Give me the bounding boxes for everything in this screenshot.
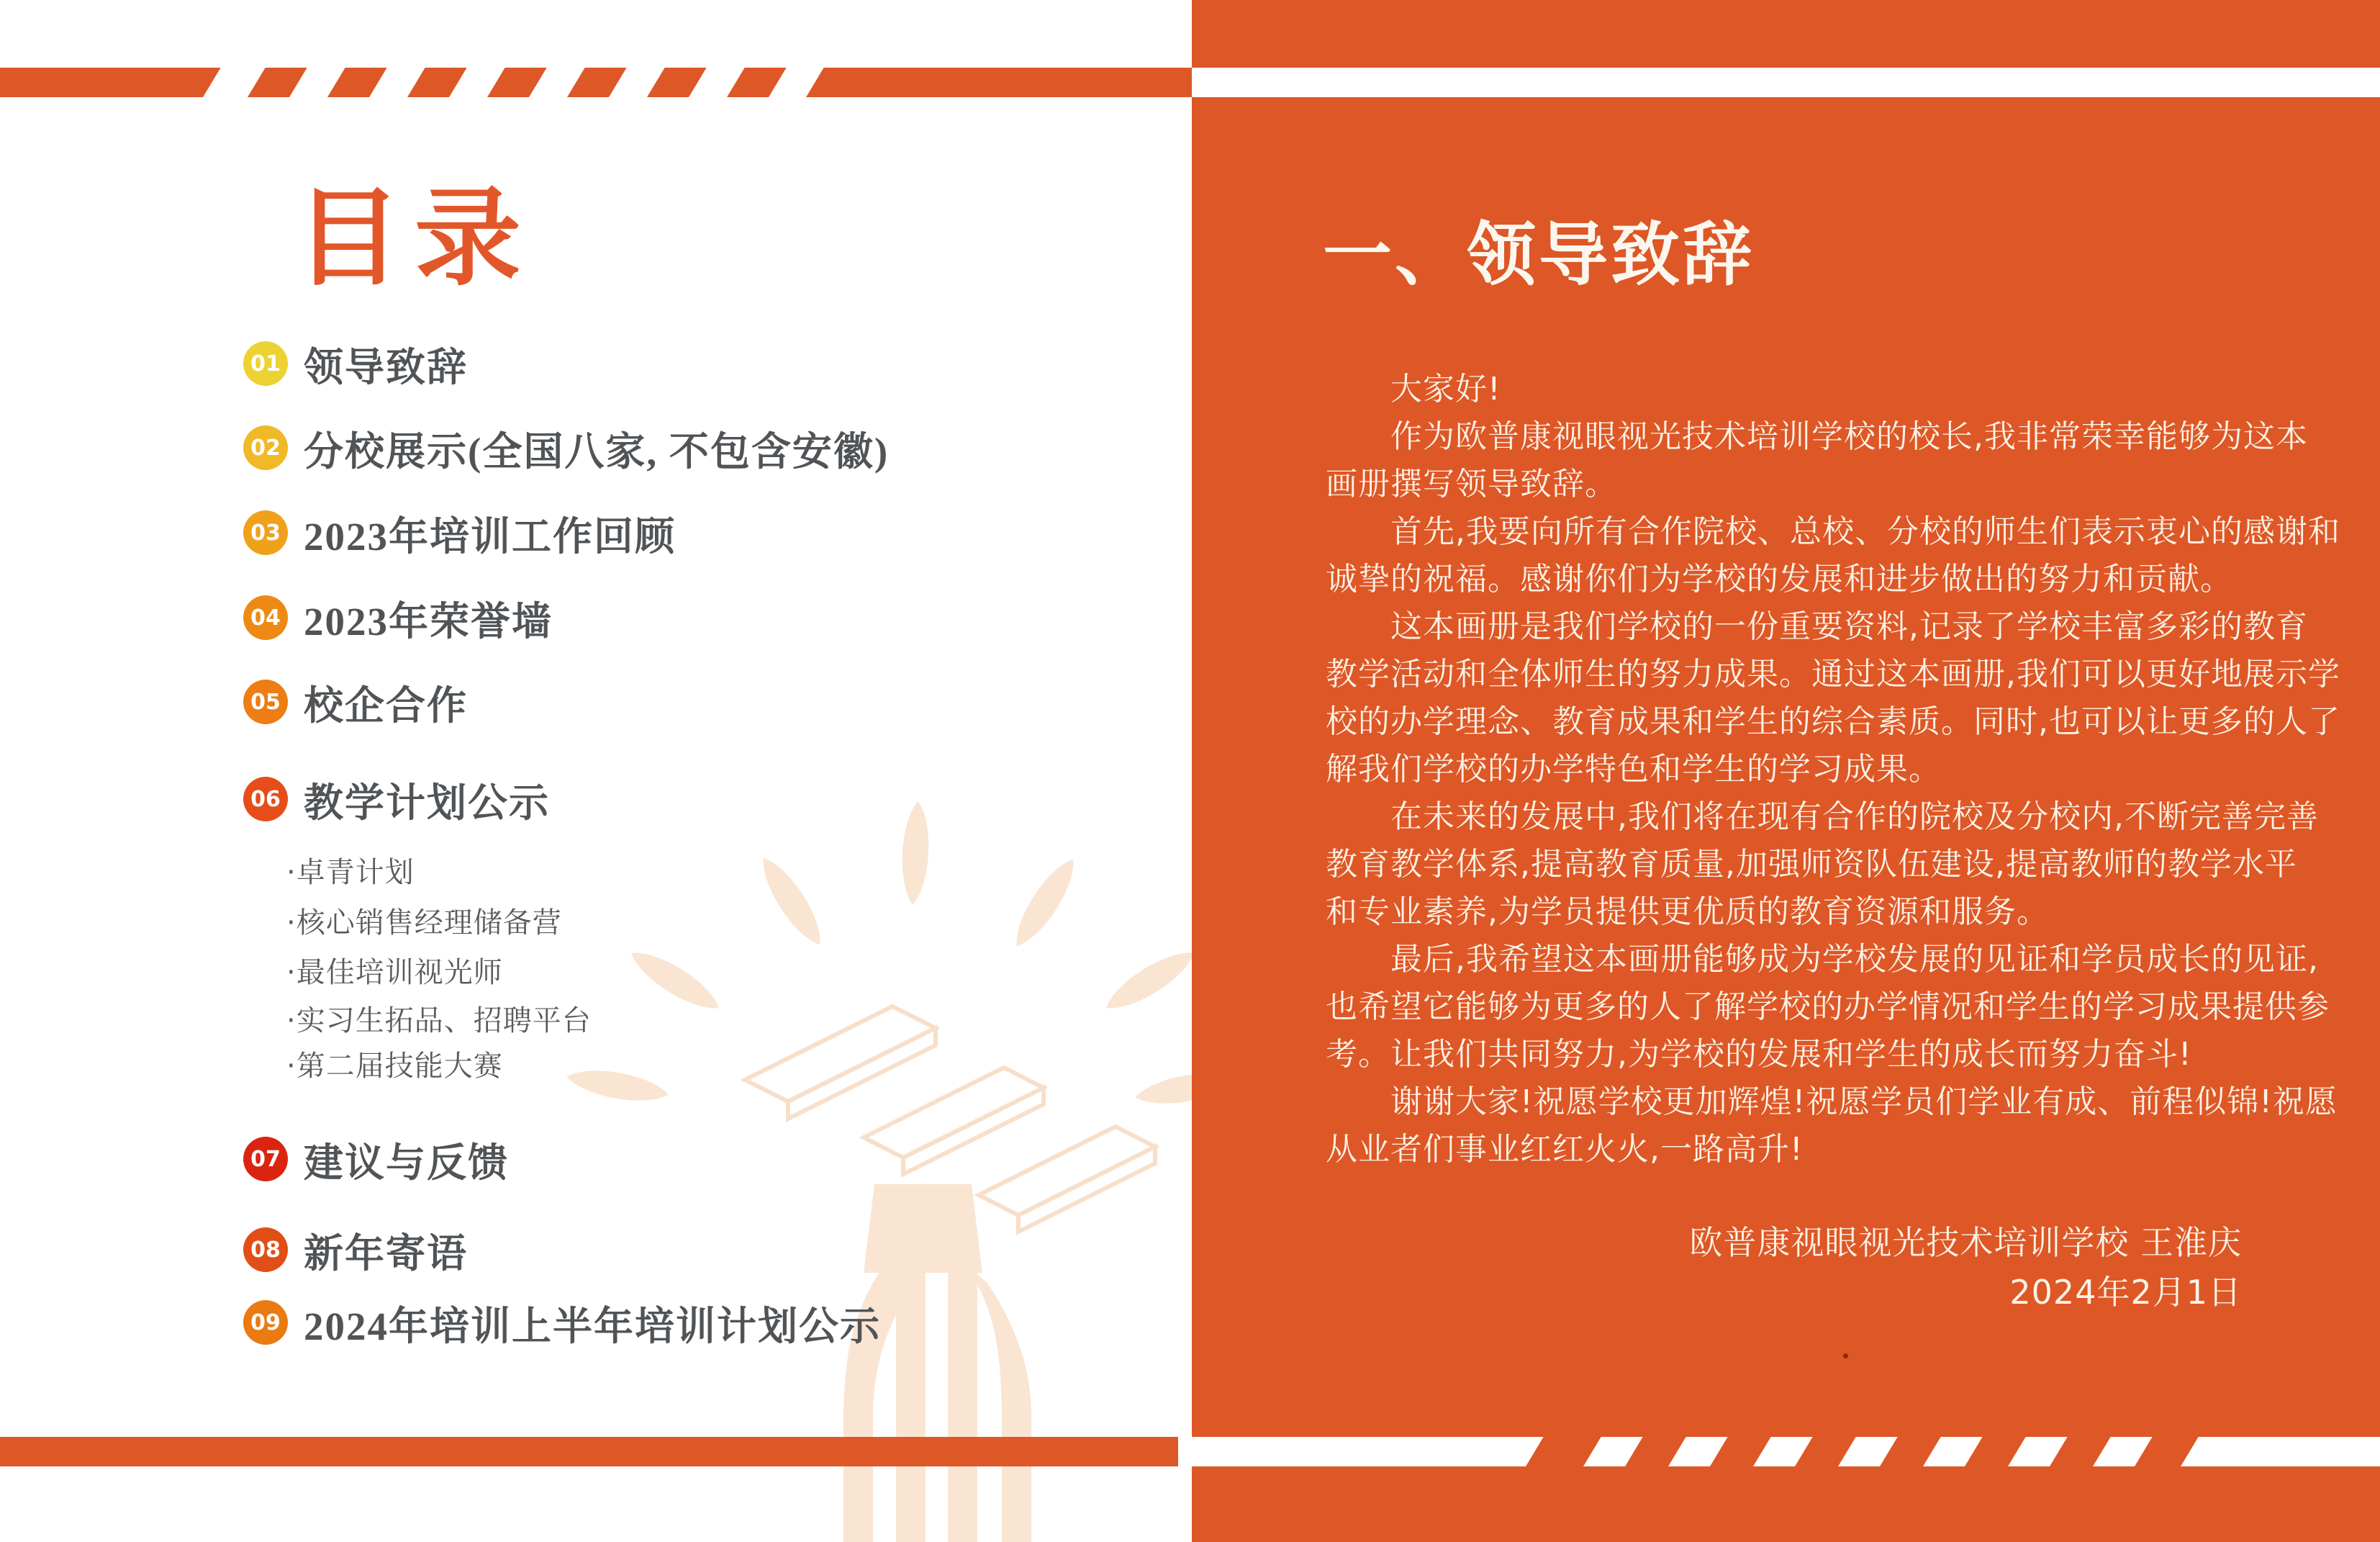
speech-section-title: 一、领导致辞 [1323, 217, 1755, 294]
toc-item-number-badge: 03 [243, 510, 288, 555]
toc-item-label: 2024年培训上半年培训计划公示 [304, 1304, 882, 1348]
speech-body [1326, 366, 2340, 1173]
speech-line: 考。让我们共同努力,为学校的发展和学生的成长而努力奋斗! [1326, 1036, 2192, 1073]
toc-item-label: 领导致辞 [304, 345, 469, 389]
speech-line: 也希望它能够为更多的人了解学校的办学情况和学生的学习成果提供参 [1326, 988, 2330, 1025]
speech-line: 最后,我希望这本画册能够成为学校发展的见证和学员成长的见证, [1390, 941, 2319, 978]
speech-line: 解我们学校的办学特色和学生的学习成果。 [1326, 751, 1941, 788]
speech-line: 谢谢大家!祝愿学校更加辉煌!祝愿学员们学业有成、前程似锦!祝愿 [1390, 1083, 2338, 1120]
toc-item-label: 教学计划公示 [304, 780, 551, 825]
speech-line: 这本画册是我们学校的一份重要资料,记录了学校丰富多彩的教育 [1390, 608, 2308, 645]
toc-sub-item: ·卓青计划 [286, 855, 415, 889]
toc-item [243, 1300, 882, 1348]
speech-line: 在未来的发展中,我们将在现有合作的院校及分校内,不断完善完善 [1390, 798, 2319, 835]
speech-line: 和专业素养,为学员提供更优质的教育资源和服务。 [1326, 893, 2049, 930]
top-white-stripe [1192, 68, 2380, 97]
toc-item-label: 新年寄语 [304, 1231, 469, 1276]
toc-item [243, 595, 553, 644]
toc-item-number-badge: 04 [243, 595, 288, 640]
toc-sub-item: ·最佳培训视光师 [286, 955, 503, 989]
toc-item-label: 建议与反馈 [304, 1140, 510, 1185]
speech-line: 教学活动和全体师生的努力成果。通过这本画册,我们可以更好地展示学 [1326, 656, 2340, 693]
toc-item-number-badge: 01 [243, 341, 288, 386]
toc-item-number-badge: 09 [243, 1300, 288, 1345]
speech-line: 校的办学理念、教育成果和学生的综合素质。同时,也可以让更多的人了 [1326, 703, 2340, 740]
speech-line: 教育教学体系,提高教育质量,加强师资队伍建设,提高教师的教学水平 [1326, 846, 2297, 883]
toc-item-number-badge: 05 [243, 680, 288, 724]
bottom-white-dashed-stripe [1192, 1437, 2380, 1466]
speech-signature [1689, 1218, 2242, 1317]
signature-date: 2024年2月1日 [2009, 1273, 2242, 1312]
speech-line: 从业者们事业红红火火,一路高升! [1326, 1131, 1804, 1168]
speech-line: 大家好! [1390, 371, 1501, 407]
toc-item [243, 680, 469, 728]
watermark-leaves [564, 801, 1192, 1110]
toc-item-number-badge: 06 [243, 777, 288, 821]
toc-sub-item: ·核心销售经理储备营 [286, 906, 562, 939]
toc-item-number-badge: 08 [243, 1227, 288, 1272]
toc-item [243, 341, 469, 389]
speech-line: 诚挚的祝福。感谢你们为学校的发展和进步做出的努力和贡献。 [1326, 561, 2232, 598]
toc-item [243, 1227, 469, 1276]
toc-item-label: 校企合作 [304, 683, 469, 728]
school-tree-logo-watermark [554, 777, 1192, 1542]
toc-item-number-badge: 02 [243, 425, 288, 470]
speech-line: 作为欧普康视眼视光技术培训学校的校长,我非常荣幸能够为这本 [1390, 418, 2308, 455]
toc-item [243, 777, 551, 825]
signature-school-and-name: 欧普康视眼视光技术培训学校 王淮庆 [1689, 1223, 2242, 1262]
speech-page [1192, 0, 2380, 1542]
top-decorative-band [0, 68, 1223, 97]
small-dot-artifact [1843, 1353, 1848, 1358]
watermark-trunk [843, 1184, 1031, 1542]
toc-sub-item: ·实习生拓品、招聘平台 [286, 1004, 592, 1037]
toc-item [243, 1137, 510, 1185]
toc-item-number-badge: 07 [243, 1137, 288, 1181]
toc-item [243, 510, 677, 559]
speech-line: 画册撰写领导致辞。 [1326, 466, 1617, 502]
toc-page-title: 目录 [295, 181, 534, 299]
toc-sub-item: ·第二届技能大赛 [286, 1049, 503, 1083]
toc-item-label: 2023年荣誉墙 [304, 599, 553, 644]
bottom-decorative-band [0, 1437, 1178, 1466]
toc-item-label: 分校展示(全国八家, 不包含安徽) [304, 429, 890, 474]
toc-item [243, 425, 890, 474]
toc-item-label: 2023年培训工作回顾 [304, 514, 677, 559]
speech-line: 首先,我要向所有合作院校、总校、分校的师生们表示衷心的感谢和 [1390, 513, 2340, 550]
